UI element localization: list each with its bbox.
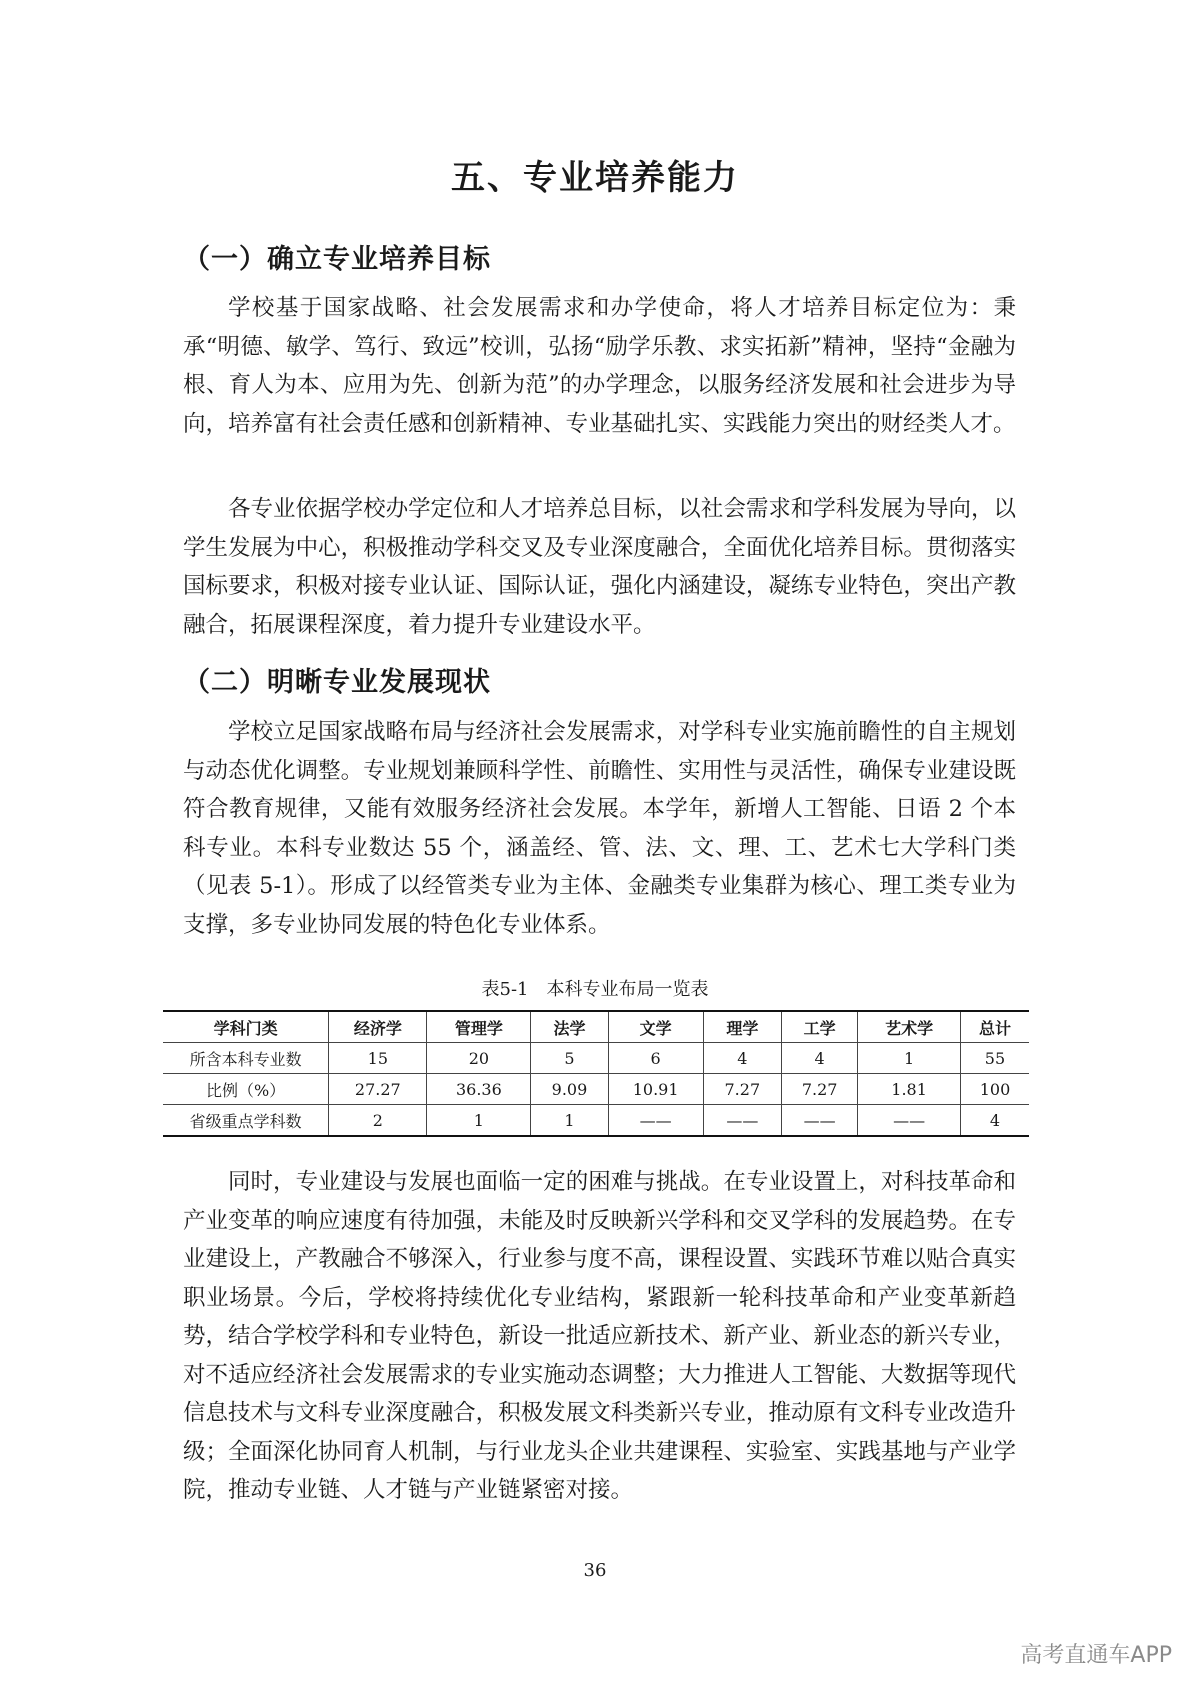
table-cell: 6 xyxy=(608,1043,703,1074)
table-header-cell: 经济学 xyxy=(329,1011,427,1043)
table-header-cell: 管理学 xyxy=(427,1011,531,1043)
table-header-cell: 总计 xyxy=(960,1011,1029,1043)
page-number: 36 xyxy=(583,1560,607,1581)
section-heading-training-goals: （一）确立专业培养目标 xyxy=(183,244,491,275)
table-cell: —— xyxy=(703,1105,781,1137)
paragraph: 各专业依据学校办学定位和人才培养总目标，以社会需求和学科发展为导向，以学生发展为中心，积极推动学科交叉及专业深度融合，全面优化培养目标。贯彻落实国标要求，积极对接专业认证、国际认证，强化内涵建设，凝练专业特色，突出产教融合，拓展课程深度，着力提升专业建设水平。 xyxy=(183,496,1016,638)
table-cell: 15 xyxy=(329,1043,427,1074)
paragraph: 学校基于国家战略、社会发展需求和办学使命，将人才培养目标定位为：秉承“明德、敏学、笃行、致远”校训，弘扬“励学乐教、求实拓新”精神，坚持“金融为根、育人为本、应用为先、创新为范”的办学理念，以服务经济发展和社会进步为导向，培养富有社会责任感和创新精神、专业基础扎实、实践能力突出的财经类人才。 xyxy=(183,295,1016,437)
watermark: 高考直通车APP xyxy=(1020,1643,1172,1668)
table-header-cell: 法学 xyxy=(531,1011,608,1043)
table-caption-number: 表5-1 xyxy=(481,979,529,1000)
section-heading-development-status: （二）明晰专业发展现状 xyxy=(183,667,491,698)
chapter-title: 五、专业培养能力 xyxy=(451,158,739,198)
table-cell: 4 xyxy=(782,1043,858,1074)
table-cell: 2 xyxy=(329,1105,427,1137)
table-header-cell: 文学 xyxy=(608,1011,703,1043)
table-cell: 1 xyxy=(858,1043,961,1074)
table-header-cell: 工学 xyxy=(782,1011,858,1043)
paragraph: 同时，专业建设与发展也面临一定的困难与挑战。在专业设置上，对科技革命和产业变革的响应速度有待加强，未能及时反映新兴学科和交叉学科的发展趋势。在专业建设上，产教融合不够深入，行业参与度不高，课程设置、实践环节难以贴合真实职业场景。今后，学校将持续优化专业结构，紧跟新一轮科技革命和产业变革新趋势，结合学校学科和专业特色，新设一批适应新技术、新产业、新业态的新兴专业，对不适应经济社会发展需求的专业实施动态调整；大力推进人工智能、大数据等现代信息技术与文科专业深度融合，积极发展文科类新兴专业，推动原有文科专业改造升级；全面深化协同育人机制，与行业龙头企业共建课程、实验室、实践基地与产业学院，推动专业链、人才链与产业链紧密对接。 xyxy=(183,1169,1016,1503)
table-cell: 1 xyxy=(531,1105,608,1137)
table-row-label: 省级重点学科数 xyxy=(163,1105,329,1137)
table-cell: —— xyxy=(858,1105,961,1137)
table-cell: 1.81 xyxy=(858,1074,961,1105)
table-cell: 20 xyxy=(427,1043,531,1074)
table-row xyxy=(163,1105,1029,1137)
table-row-label: 所含本科专业数 xyxy=(163,1043,329,1074)
table-cell: —— xyxy=(782,1105,858,1137)
table-caption-title: 本科专业布局一览表 xyxy=(546,979,709,1000)
table-caption xyxy=(0,975,1190,1001)
table-cell: 100 xyxy=(960,1074,1029,1105)
table-cell: 36.36 xyxy=(427,1074,531,1105)
table-cell: 4 xyxy=(960,1105,1029,1137)
table-row-label: 比例（%） xyxy=(163,1074,329,1105)
table-header-cell: 理学 xyxy=(703,1011,781,1043)
table-cell: 5 xyxy=(531,1043,608,1074)
table-cell: 1 xyxy=(427,1105,531,1137)
paragraph: 学校立足国家战略布局与经济社会发展需求，对学科专业实施前瞻性的自主规划与动态优化调整。专业规划兼顾科学性、前瞻性、实用性与灵活性，确保专业建设既符合教育规律，又能有效服务经济社会发展。本学年，新增人工智能、日语 2 个本科专业。本科专业数达 55 个，涵盖经、管、法、文、理、工、艺术七大学科门类（见表 5-1）。形成了以经管类专业为主体、金融类专业集群为核心、理工类专业为支撑，多专业协同发展的特色化专业体系。 xyxy=(183,719,1016,938)
table-header-cell: 学科门类 xyxy=(163,1011,329,1043)
table-header-cell: 艺术学 xyxy=(858,1011,961,1043)
table-cell: 7.27 xyxy=(703,1074,781,1105)
table-cell: —— xyxy=(608,1105,703,1137)
table-row xyxy=(163,1043,1029,1074)
table-cell: 27.27 xyxy=(329,1074,427,1105)
table-cell: 10.91 xyxy=(608,1074,703,1105)
major-layout-table xyxy=(163,1010,1029,1137)
table-cell: 4 xyxy=(703,1043,781,1074)
table-cell: 9.09 xyxy=(531,1074,608,1105)
table-row xyxy=(163,1074,1029,1105)
table-cell: 55 xyxy=(960,1043,1029,1074)
table-header-row xyxy=(163,1011,1029,1043)
table-cell: 7.27 xyxy=(782,1074,858,1105)
